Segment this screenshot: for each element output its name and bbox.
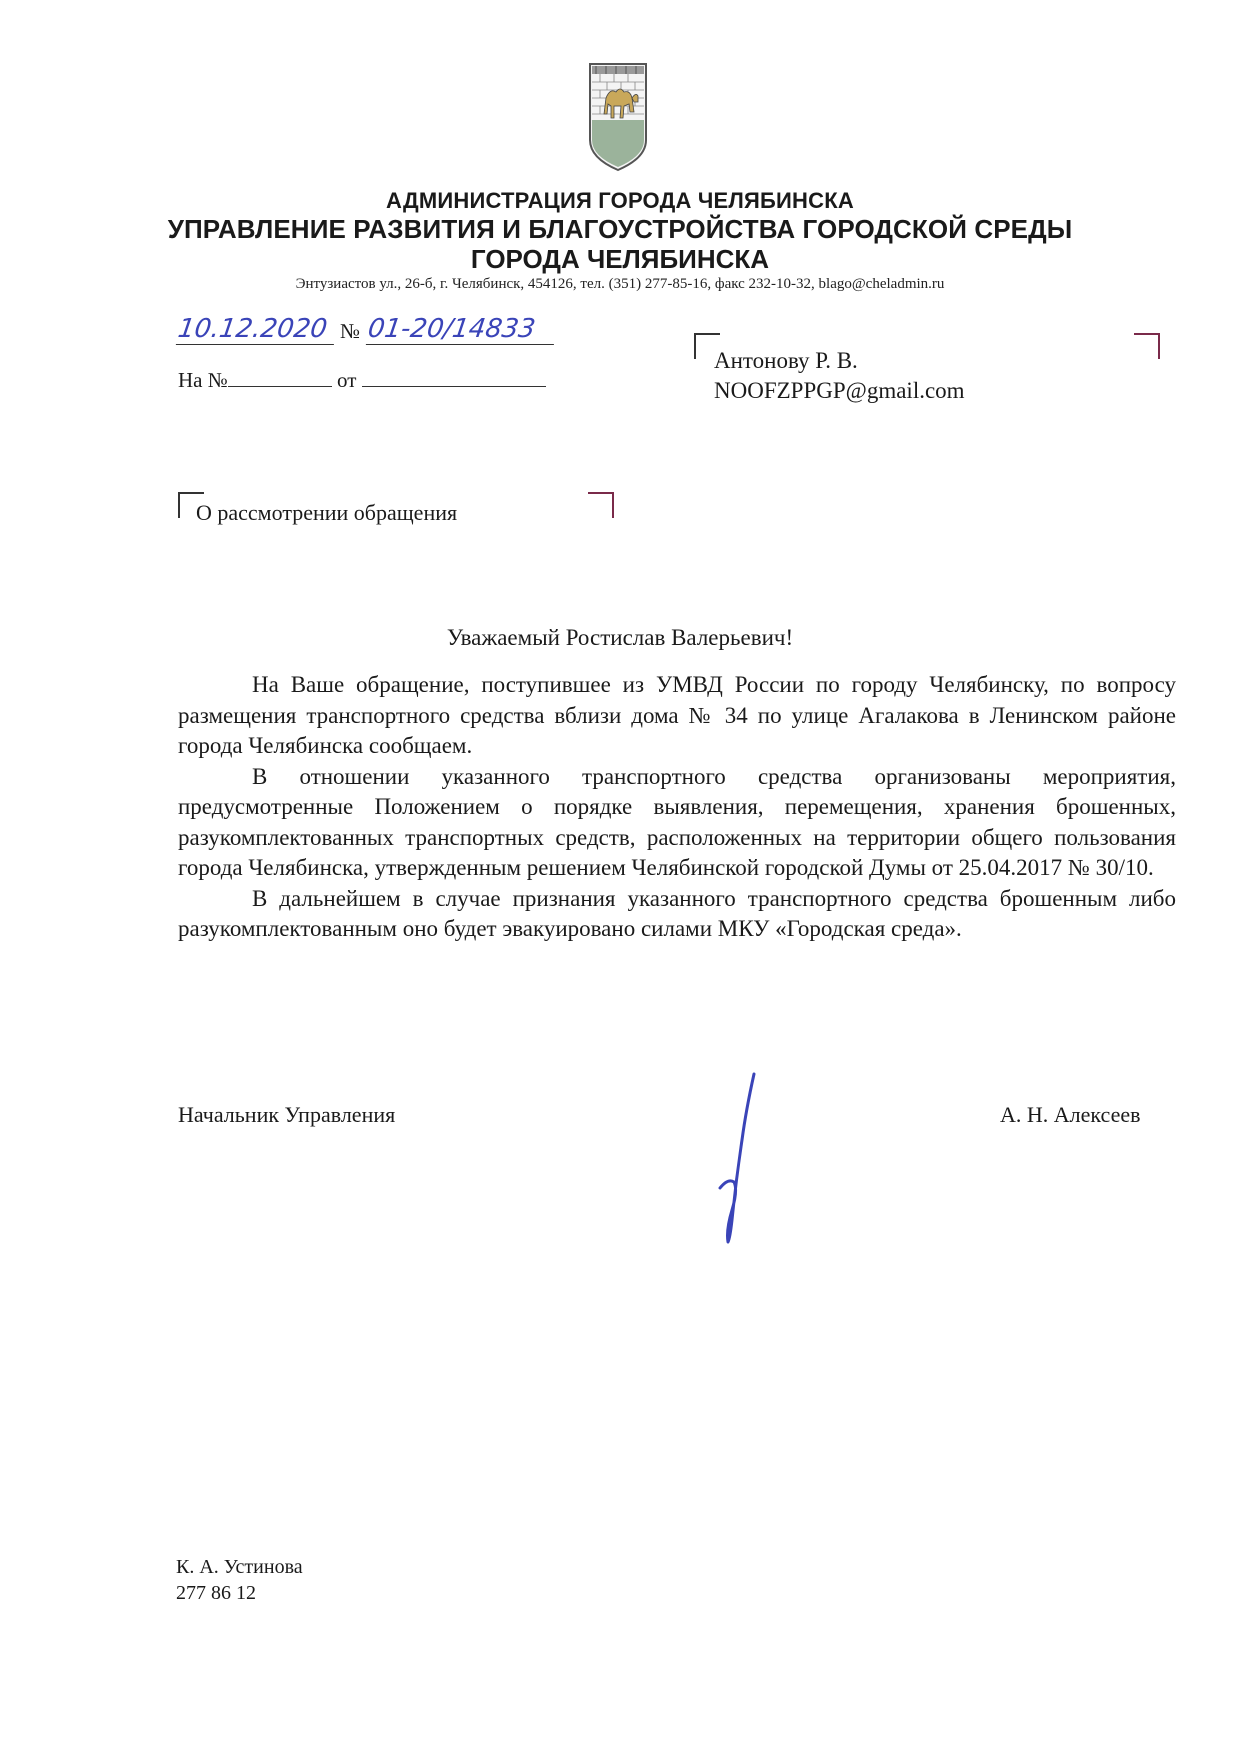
department-title-line2: ГОРОДА ЧЕЛЯБИНСКА: [470, 244, 770, 274]
body-paragraph: На Ваше обращение, поступившее из УМВД России по городу Челябинску, по вопросу размещения транспортного средства вблизи дома № 34 по улице Агалакова в Ленинском районе города Челябинска сообщаем.: [178, 672, 1176, 758]
salutation: Уважаемый Ростислав Валерьевич!: [446, 625, 794, 650]
outgoing-date: 10.12.2020: [176, 314, 338, 345]
outgoing-number-label: №: [340, 319, 361, 343]
letter-subject: О рассмотрении обращения: [196, 500, 458, 525]
subject-corner-right: [588, 492, 614, 518]
signatory-position: Начальник Управления: [178, 1102, 396, 1127]
letter-body: [178, 670, 1176, 945]
addressee-block: [714, 346, 965, 406]
addressee-corner-right: [1134, 333, 1160, 359]
body-paragraph: В дальнейшем в случае признания указанного транспортного средства брошенным либо разукомплектованным оно будет эвакуировано силами МКУ «Городская среда».: [178, 885, 1176, 941]
outgoing-number: 01-20/14833: [366, 314, 558, 345]
reference-date-blank: [362, 368, 546, 387]
executor-phone: 277 86 12: [176, 1582, 256, 1604]
executor-block: [176, 1554, 303, 1606]
incoming-reference: [178, 368, 546, 393]
signatory-name: А. Н. Алексеев: [1000, 1102, 1141, 1127]
addressee-name: Антонову Р. В.: [714, 348, 858, 373]
addressee-email: NOOFZPPGP@gmail.com: [714, 378, 965, 403]
coat-of-arms-icon: [588, 62, 648, 172]
administration-title: АДМИНИСТРАЦИЯ ГОРОДА ЧЕЛЯБИНСКА: [386, 188, 854, 213]
handwritten-signature-icon: [706, 1070, 766, 1250]
department-contacts: Энтузиастов ул., 26-б, г. Челябинск, 454126, тел. (351) 277-85-16, факс 232-10-32, blago@cheladmin.ru: [295, 276, 945, 292]
reference-number-label: На №: [178, 368, 228, 392]
executor-name: К. А. Устинова: [176, 1556, 303, 1578]
body-paragraph: В отношении указанного транспортного средства организованы мероприятия, предусмотренные Положением о порядке выявления, перемещения, хранения брошенных, разукомплектованных транспортных средств, расположенных на территории общего пользования города Челябинска, утвержденным решением Челябинской городской Думы от 25.04.2017 № 30/10.: [178, 763, 1176, 880]
department-title-line1: УПРАВЛЕНИЕ РАЗВИТИЯ И БЛАГОУСТРОЙСТВА ГОРОДСКОЙ СРЕДЫ: [167, 214, 1073, 244]
reference-from-label: от: [337, 368, 357, 392]
reference-number-blank: [228, 368, 332, 387]
